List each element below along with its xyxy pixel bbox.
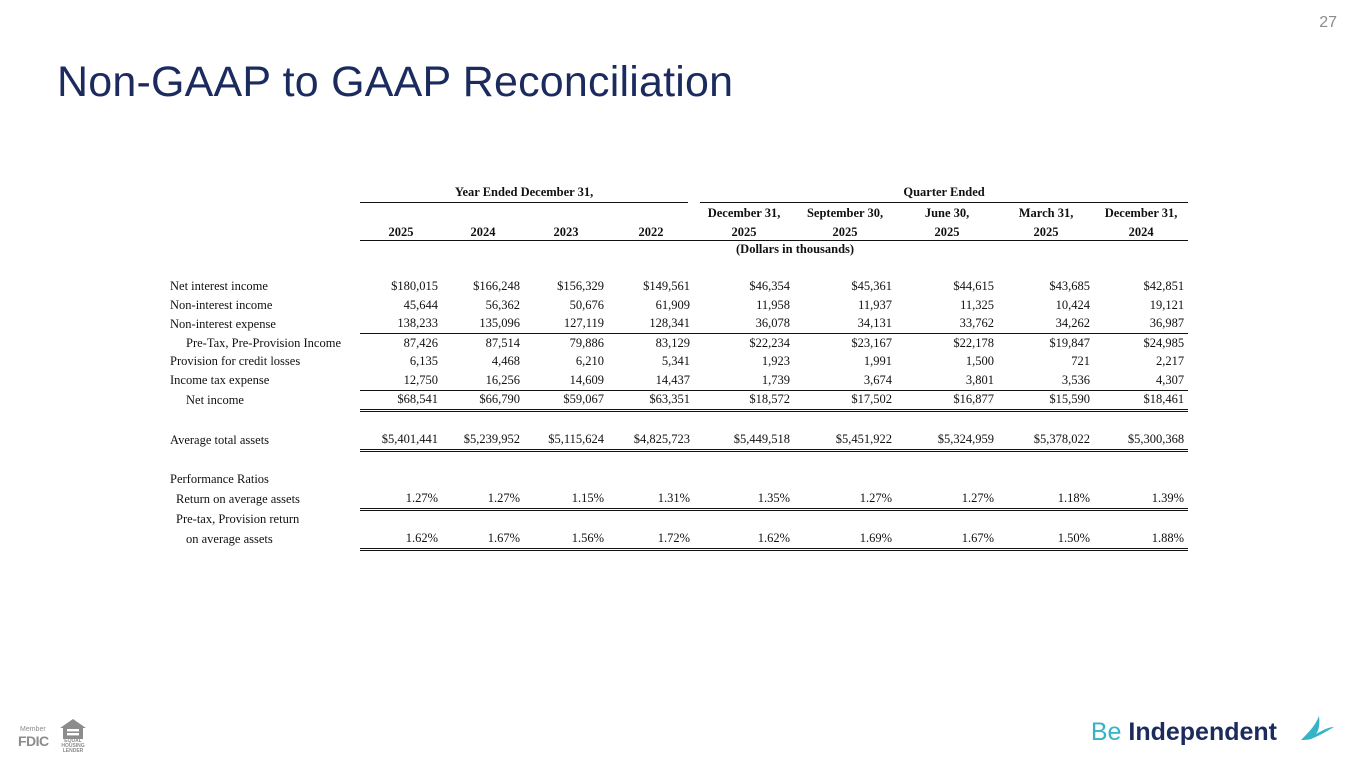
- cell: $5,324,959: [896, 431, 998, 451]
- cell: $5,451,922: [794, 431, 896, 451]
- cell: 11,325: [960, 297, 995, 312]
- col-header-l1: [524, 202, 608, 221]
- cell: $22,178: [953, 335, 995, 350]
- cell: 1.15%: [524, 489, 608, 509]
- cell: $42,851: [1143, 279, 1185, 294]
- cell: 61,909: [655, 297, 691, 312]
- col-header-l1: December 31,: [707, 206, 781, 220]
- row-label: Provision for credit losses: [170, 354, 301, 369]
- row-label: Return on average assets: [176, 491, 300, 506]
- col-header-l1: [608, 202, 694, 221]
- col-header-l1: December 31,: [1104, 206, 1178, 220]
- col-header-l2: 2025: [694, 221, 794, 240]
- cell: 16,256: [442, 371, 524, 390]
- cell: $18,572: [694, 390, 794, 411]
- cell: 1.62%: [360, 529, 442, 549]
- cell: $5,449,518: [694, 431, 794, 451]
- cell: 721: [1071, 354, 1091, 369]
- table-row: [170, 315, 1188, 334]
- col-header-l1: June 30,: [924, 206, 970, 220]
- cell: $5,378,022: [998, 431, 1094, 451]
- cell: 33,762: [896, 315, 998, 334]
- cell: 11,937: [858, 297, 893, 312]
- cell: 1.50%: [998, 529, 1094, 549]
- cell: $44,615: [953, 279, 995, 294]
- col-header-l2: 2025: [998, 221, 1094, 240]
- row-label: Non-interest expense: [170, 316, 276, 331]
- col-header-l2: 2024: [442, 221, 524, 240]
- table-row: [170, 390, 1188, 411]
- row-label: Non-interest income: [170, 297, 273, 312]
- row-label: on average assets: [186, 531, 273, 546]
- col-header-l1: [442, 202, 524, 221]
- table-row: [170, 529, 1188, 549]
- cell: $19,847: [1049, 335, 1091, 350]
- cell: $22,234: [749, 335, 791, 350]
- row-label: Net interest income: [170, 279, 268, 294]
- reconciliation-table-wrap: [170, 183, 1190, 551]
- cell: 1.62%: [694, 529, 794, 549]
- cell: 3,801: [896, 371, 998, 390]
- cell: 1.67%: [896, 529, 998, 549]
- row-label: Net income: [186, 392, 244, 407]
- cell: 3,674: [794, 371, 896, 390]
- col-header-l1: September 30,: [806, 206, 884, 220]
- cell: 1.27%: [794, 489, 896, 509]
- fdic-equal-housing-logo: [18, 716, 88, 752]
- group-year-header: Year Ended December 31,: [360, 183, 694, 202]
- cell: 138,233: [360, 315, 442, 334]
- fdic-member-label: Member: [20, 726, 46, 733]
- col-header-l2: 2025: [794, 221, 896, 240]
- cell: 5,341: [661, 354, 691, 369]
- page-number: 27: [1319, 14, 1337, 31]
- cell: $5,401,441: [360, 431, 442, 451]
- cell: 14,437: [608, 371, 694, 390]
- page-title: Non-GAAP to GAAP Reconciliation: [57, 58, 734, 106]
- cell: 79,886: [569, 335, 604, 350]
- cell: $5,115,624: [524, 431, 608, 451]
- cell: $45,361: [851, 279, 893, 294]
- cell: $66,790: [442, 390, 524, 411]
- brand-be: Be: [1090, 718, 1122, 746]
- cell: $16,877: [896, 390, 998, 411]
- cell: 1.88%: [1094, 529, 1188, 549]
- cell: 135,096: [442, 315, 524, 334]
- cell: 14,609: [524, 371, 608, 390]
- cell: 56,362: [485, 297, 520, 312]
- header-line1-row: [170, 202, 1188, 221]
- cell: 1.35%: [694, 489, 794, 509]
- cell: 4,468: [491, 354, 520, 369]
- cell: 3,536: [998, 371, 1094, 390]
- equal-housing-label: EQUAL HOUSING LENDER: [61, 738, 85, 754]
- cell: $180,015: [391, 279, 438, 294]
- cell: $5,239,952: [442, 431, 524, 451]
- cell: 6,135: [409, 354, 438, 369]
- units-row: [170, 240, 1188, 259]
- cell: 87,514: [485, 335, 520, 350]
- cell: 128,341: [608, 315, 694, 334]
- cell: 1.72%: [608, 529, 694, 549]
- table-row: [170, 353, 1188, 372]
- col-header-l1: [360, 202, 442, 221]
- cell: $23,167: [851, 335, 893, 350]
- cell: 19,121: [1149, 297, 1185, 312]
- cell: 1.27%: [442, 489, 524, 509]
- group-quarter-header: Quarter Ended: [694, 183, 1188, 202]
- cell: 4,307: [1094, 371, 1188, 390]
- row-label: Average total assets: [170, 433, 270, 447]
- cell: 11,958: [756, 297, 791, 312]
- cell: 127,119: [524, 315, 608, 334]
- cell: 83,129: [655, 335, 691, 350]
- header-line2-row: [170, 221, 1188, 240]
- header-group-row: [170, 183, 1188, 202]
- cell: 1.31%: [608, 489, 694, 509]
- cell: 12,750: [360, 371, 442, 390]
- cell: 1,991: [863, 354, 893, 369]
- cell: 1.27%: [360, 489, 442, 509]
- cell: $46,354: [749, 279, 791, 294]
- cell: 1,923: [761, 354, 791, 369]
- cell: 34,262: [998, 315, 1094, 334]
- table-row: [170, 278, 1188, 297]
- cell: $68,541: [360, 390, 442, 411]
- cell: 2,217: [1155, 354, 1185, 369]
- cell: 1.39%: [1094, 489, 1188, 509]
- cell: 1,739: [694, 371, 794, 390]
- cell: 1.18%: [998, 489, 1094, 509]
- bird-icon: [1299, 710, 1335, 749]
- cell: 45,644: [403, 297, 438, 312]
- units-label: (Dollars in thousands): [736, 242, 855, 257]
- table-row: [170, 509, 1188, 529]
- cell: 1.69%: [794, 529, 896, 549]
- cell: $166,248: [473, 279, 520, 294]
- cell: $18,461: [1094, 390, 1188, 411]
- table-row: [170, 431, 1188, 451]
- col-header-l2: 2023: [524, 221, 608, 240]
- table-row: [170, 471, 1188, 490]
- cell: 1.27%: [896, 489, 998, 509]
- table-row: [170, 296, 1188, 315]
- col-header-l2: 2024: [1094, 221, 1188, 240]
- row-label: Pre-Tax, Pre-Provision Income: [186, 335, 341, 350]
- cell: $5,300,368: [1094, 431, 1188, 451]
- cell: 10,424: [1055, 297, 1091, 312]
- cell: 6,210: [575, 354, 604, 369]
- brand-wordmark: [1091, 718, 1277, 747]
- col-header-l2: 2022: [608, 221, 694, 240]
- cell: $15,590: [998, 390, 1094, 411]
- fdic-label: FDIC: [18, 733, 49, 749]
- cell: $149,561: [643, 279, 691, 294]
- section-label: Performance Ratios: [170, 472, 269, 487]
- cell: $24,985: [1143, 335, 1185, 350]
- cell: 1.67%: [442, 529, 524, 549]
- cell: $156,329: [557, 279, 604, 294]
- table-row: [170, 489, 1188, 509]
- row-label: Income tax expense: [170, 373, 270, 387]
- brand-independent: Independent: [1128, 718, 1277, 746]
- cell: 36,078: [694, 315, 794, 334]
- cell: $63,351: [608, 390, 694, 411]
- row-label: Pre-tax, Provision return: [176, 511, 300, 526]
- cell: 87,426: [403, 335, 438, 350]
- cell: $4,825,723: [608, 431, 694, 451]
- cell: 1.56%: [524, 529, 608, 549]
- col-header-l1: March 31,: [1018, 206, 1074, 220]
- table-row: [170, 371, 1188, 390]
- col-header-l2: 2025: [896, 221, 998, 240]
- cell: 1,500: [965, 354, 995, 369]
- cell: $59,067: [524, 390, 608, 411]
- col-header-l2: 2025: [360, 221, 442, 240]
- cell: $17,502: [794, 390, 896, 411]
- cell: 36,987: [1094, 315, 1188, 334]
- cell: 50,676: [569, 297, 604, 312]
- cell: 34,131: [794, 315, 896, 334]
- cell: $43,685: [1049, 279, 1091, 294]
- reconciliation-table: [170, 183, 1188, 551]
- table-row: [170, 334, 1188, 353]
